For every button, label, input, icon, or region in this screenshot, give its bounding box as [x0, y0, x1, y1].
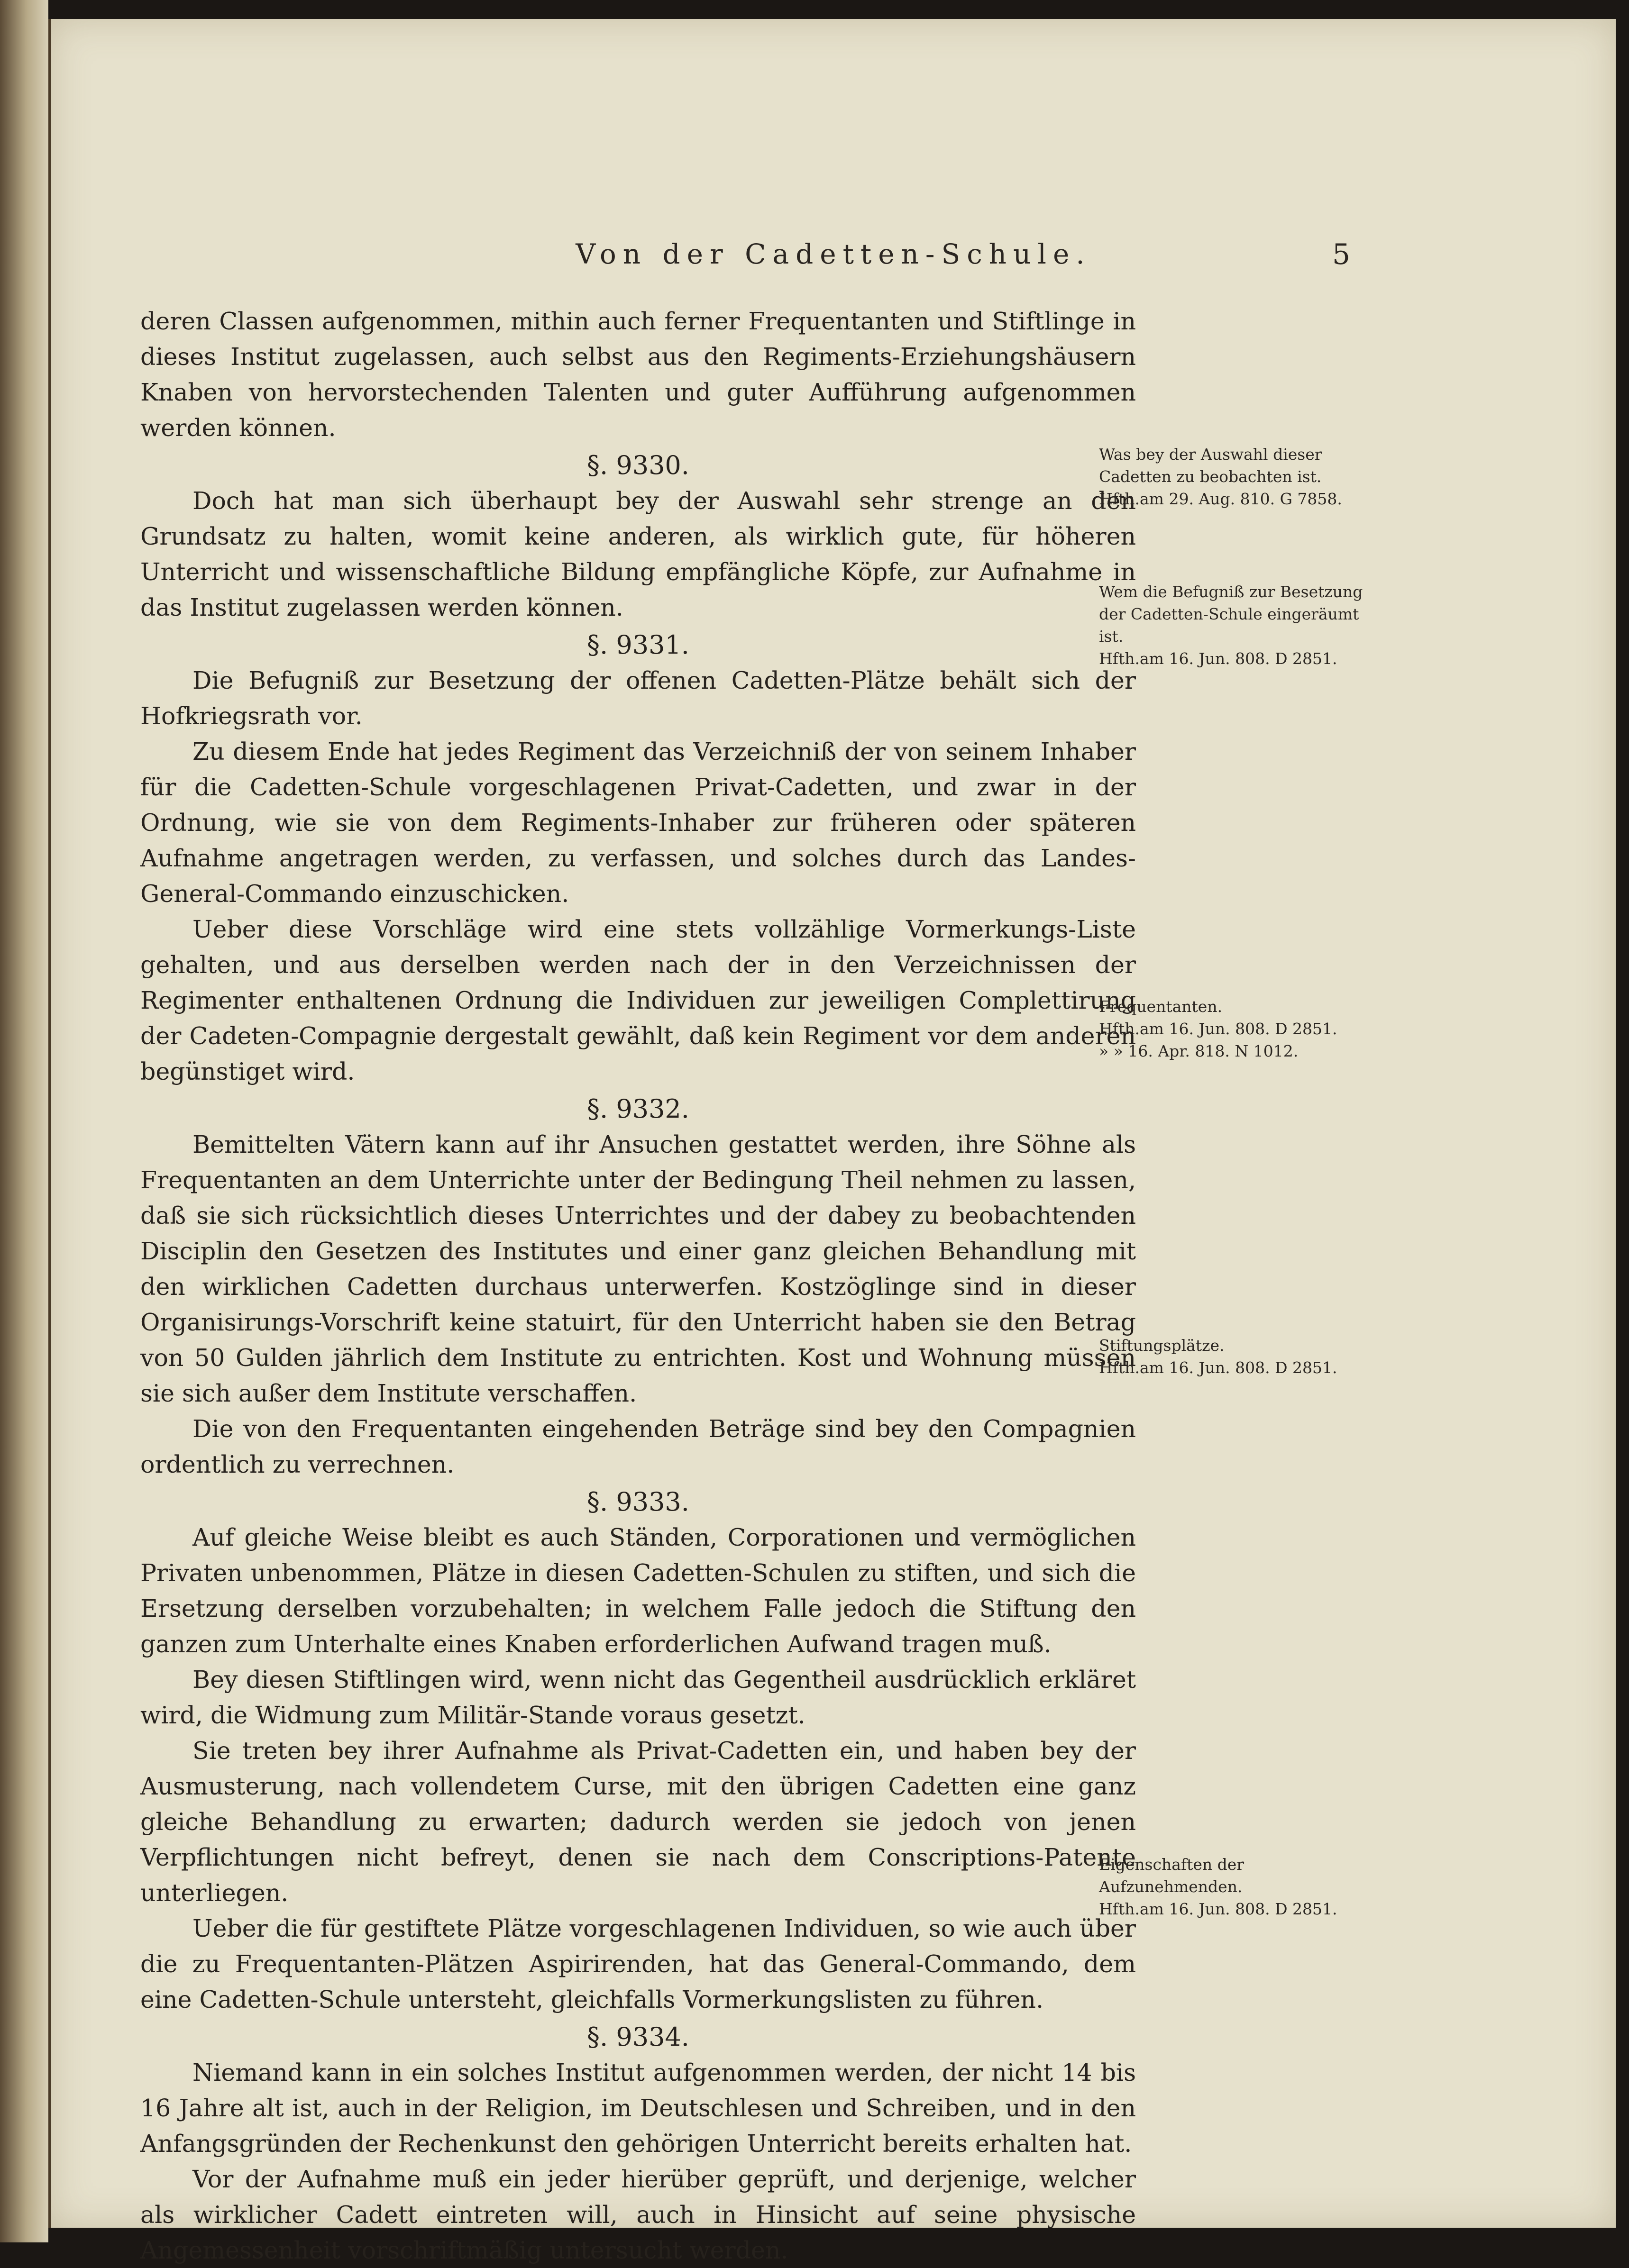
paragraph: Doch hat man sich überhaupt bey der Auswahl sehr strenge an den Grundsatz zu halten, womit keine anderen, als wirklich gute, für höheren Unterricht und wissenschaftliche Bildung empfängliche Köpfe, zur Aufnahme in das Institut zugelassen werden können.: [140, 487, 1136, 621]
margin-note-reference: Hfth.am 16. Jun. 808. D 2851.: [1099, 1900, 1337, 1918]
margin-note-reference: Hfth.am 29. Aug. 810. G 7858.: [1099, 490, 1342, 508]
margin-note-title: Stiftungsplätze.: [1099, 1336, 1225, 1355]
paragraph: Niemand kann in ein solches Institut aufgenommen werden, der nicht 14 bis 16 Jahre alt ist, auch in der Religion, im Deutschlesen und Schreiben, und in den Anfangsgründen der Rechenkunst den gehörigen Unterricht bereits erhalten hat.: [140, 2059, 1136, 2158]
book-page: [48, 19, 1616, 2264]
paragraph: Vor der Aufnahme muß ein jeder hierüber geprüft, und derjenige, welcher als wirklicher Cadett eintreten will, auch in Hinsicht auf seine physische Angemessenheit vorschriftmäßig untersucht werden.: [140, 2165, 1136, 2264]
main-text: [140, 303, 1136, 2268]
section-heading: §. 9330.: [587, 450, 689, 480]
section-heading: §. 9332.: [587, 1094, 689, 1124]
margin-note-title: Frequentanten.: [1099, 997, 1223, 1016]
margin-note: [1099, 581, 1364, 670]
margin-note-reference: » » 16. Apr. 818. N 1012.: [1099, 1042, 1299, 1060]
paragraph: Ueber die für gestiftete Plätze vorgeschlagenen Individuen, so wie auch über die zu Frequentanten-Plätzen Aspirirenden, hat das General-Commando, dem eine Cadetten-Schule untersteht, gleichfalls Vormerkungslisten zu führen.: [140, 1914, 1136, 2013]
running-head: Von der Cadetten-Schule.: [576, 238, 1091, 270]
paragraph: Auf gleiche Weise bleibt es auch Ständen, Corporationen und vermöglichen Privaten unbenommen, Plätze in diesen Cadetten-Schulen zu stiften, und sich die Ersetzung derselben vorzubehalten; in welchem Falle jedoch die Stiftung den ganzen zum Unterhalte eines Knaben erforderlichen Aufwand tragen muß.: [140, 1523, 1136, 1658]
margin-note-reference: Hfth.am 16. Jun. 808. D 2851.: [1099, 649, 1337, 668]
page-number: 5: [1332, 238, 1350, 271]
margin-note: [1099, 1334, 1364, 1379]
paragraph: Sie treten bey ihrer Aufnahme als Privat-Cadetten ein, und haben bey der Ausmusterung, nach vollendetem Curse, mit den übrigen Cadetten eine ganz gleiche Behandlung zu erwarten; dadurch werden sie jedoch von jenen Verpflichtungen nicht befreyt, denen sie nach dem Conscriptions-Patente unterliegen.: [140, 1737, 1136, 1907]
margin-note-title: Eigenschaften der Aufzunehmenden.: [1099, 1855, 1245, 1896]
margin-note-title: Was bey der Auswahl dieser Cadetten zu beobachten ist.: [1099, 445, 1322, 486]
paragraph: Die Befugniß zur Besetzung der offenen Cadetten-Plätze behält sich der Hofkriegsrath vor.: [140, 666, 1136, 730]
paragraph: Ueber diese Vorschläge wird eine stets vollzählige Vormerkungs-Liste gehalten, und aus derselben werden nach der in den Verzeichnissen der Regimenter enthaltenen Ordnung die Individuen zur jeweiligen Complettirung der Cadeten-Compagnie dergestalt gewählt, daß kein Regiment vor dem anderen begünstiget wird.: [140, 915, 1136, 1085]
paragraph: Zu diesem Ende hat jedes Regiment das Verzeichniß der von seinem Inhaber für die Cadetten-Schule vorgeschlagenen Privat-Cadetten, und zwar in der Ordnung, wie sie von dem Regiments-Inhaber zur früheren oder späteren Aufnahme angetragen werden, zu verfassen, und solches durch das Landes-General-Commando einzuschicken.: [140, 738, 1136, 908]
margin-note-reference: Hfth.am 16. Jun. 808. D 2851.: [1099, 1358, 1337, 1377]
margin-note: [1099, 995, 1364, 1062]
margin-note: [1099, 443, 1364, 510]
paragraph: Bemittelten Vätern kann auf ihr Ansuchen gestattet werden, ihre Söhne als Frequentanten an dem Unterrichte unter der Bedingung Theil nehmen zu lassen, daß sie sich rücksichtlich dieses Unterrichtes und der dabey zu beobachtenden Disciplin den Gesetzen des Institutes und einer ganz gleichen Behandlung mit den wirklichen Cadetten durchaus unterwerfen. Kostzöglinge sind in dieser Organisirungs-Vorschrift keine statuirt, für den Unterricht haben sie den Betrag von 50 Gulden jährlich dem Institute zu entrichten. Kost und Wohnung müssen sie sich außer dem Institute verschaffen.: [140, 1130, 1136, 1407]
paragraph: Bey diesen Stiftlingen wird, wenn nicht das Gegentheil ausdrücklich erkläret wird, die Widmung zum Militär-Stande voraus gesetzt.: [140, 1666, 1136, 1729]
paragraph: deren Classen aufgenommen, mithin auch ferner Frequentanten und Stiftlinge in dieses Institut zugelassen, auch selbst aus den Regiments-Erziehungshäusern Knaben von hervorstechenden Talenten und guter Aufführung aufgenommen werden können.: [140, 307, 1136, 442]
margin-note: [1099, 1853, 1364, 1920]
paragraph: Die von den Frequentanten eingehenden Beträge sind bey den Compagnien ordentlich zu verrechnen.: [140, 1415, 1136, 1478]
section-heading: §. 9333.: [587, 1487, 689, 1517]
section-heading: §. 9334.: [587, 2022, 689, 2052]
section-heading: §. 9331.: [587, 630, 689, 660]
margin-note-title: Wem die Befugniß zur Besetzung der Cadetten-Schule eingeräumt ist.: [1099, 583, 1363, 646]
previous-page-edge: [0, 0, 48, 2242]
margin-note-reference: Hfth.am 16. Jun. 808. D 2851.: [1099, 1020, 1337, 1038]
